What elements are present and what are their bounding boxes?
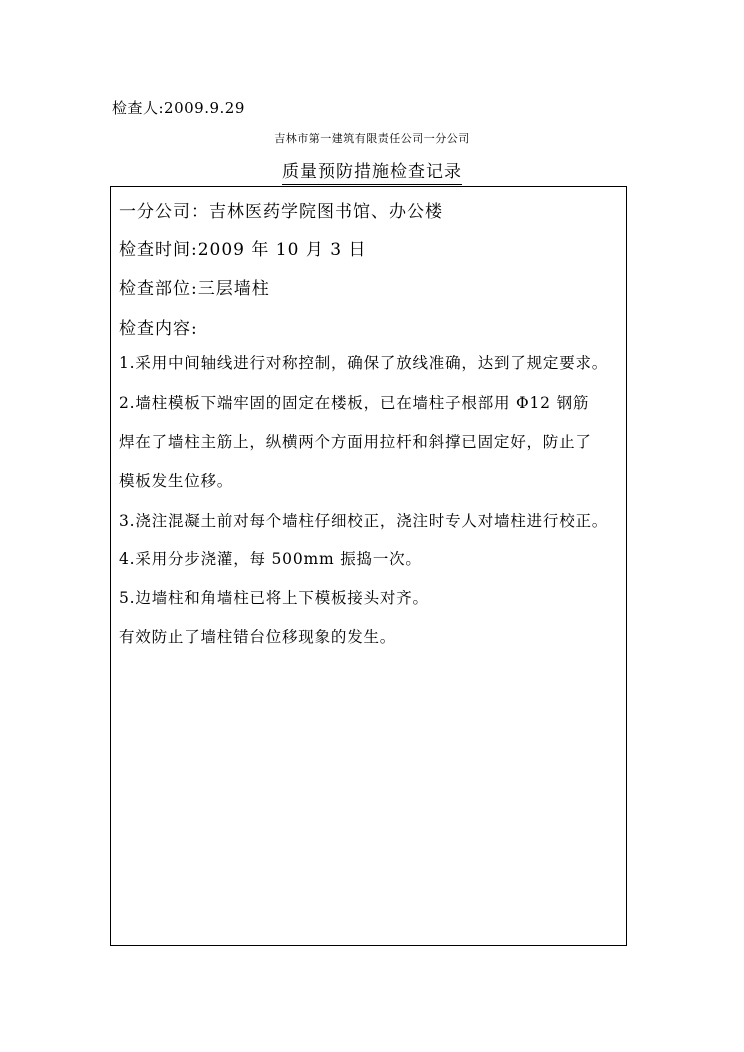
content-item: 模板发生位移。 [119,472,234,490]
inspection-content-label: 检查内容: [119,319,198,339]
content-item: 2.墙柱模板下端牢固的固定在楼板，已在墙柱子根部用 Φ12 钢筋 [119,394,590,412]
inspector-date: 检查人:2009.9.29 [112,99,245,117]
inspection-part: 检查部位:三层墙柱 [119,279,270,299]
content-item: 3.浇注混凝土前对每个墙柱仔细校正，浇注时专人对墙柱进行校正。 [119,512,609,530]
branch-project: 一分公司：吉林医药学院图书馆、办公楼 [119,202,443,222]
content-item: 焊在了墙柱主筋上，纵横两个方面用拉杆和斜撑已固定好，防止了 [119,433,592,451]
inspection-time: 检查时间:2009 年 10 月 3 日 [119,240,367,260]
inspection-record-box [110,186,627,946]
content-item: 5.边墙柱和角墙柱已将上下模板接头对齐。 [119,589,429,607]
document-title: 质量预防措施检查记录 [282,162,462,185]
document-title-wrapper [0,157,744,182]
content-item: 1.采用中间轴线进行对称控制，确保了放线准确，达到了规定要求。 [119,354,609,372]
company-name: 吉林市第一建筑有限责任公司一分公司 [274,132,470,145]
content-item: 4.采用分步浇灌，每 500mm 振捣一次。 [119,550,422,568]
content-conclusion: 有效防止了墙柱错台位移现象的发生。 [119,628,397,646]
